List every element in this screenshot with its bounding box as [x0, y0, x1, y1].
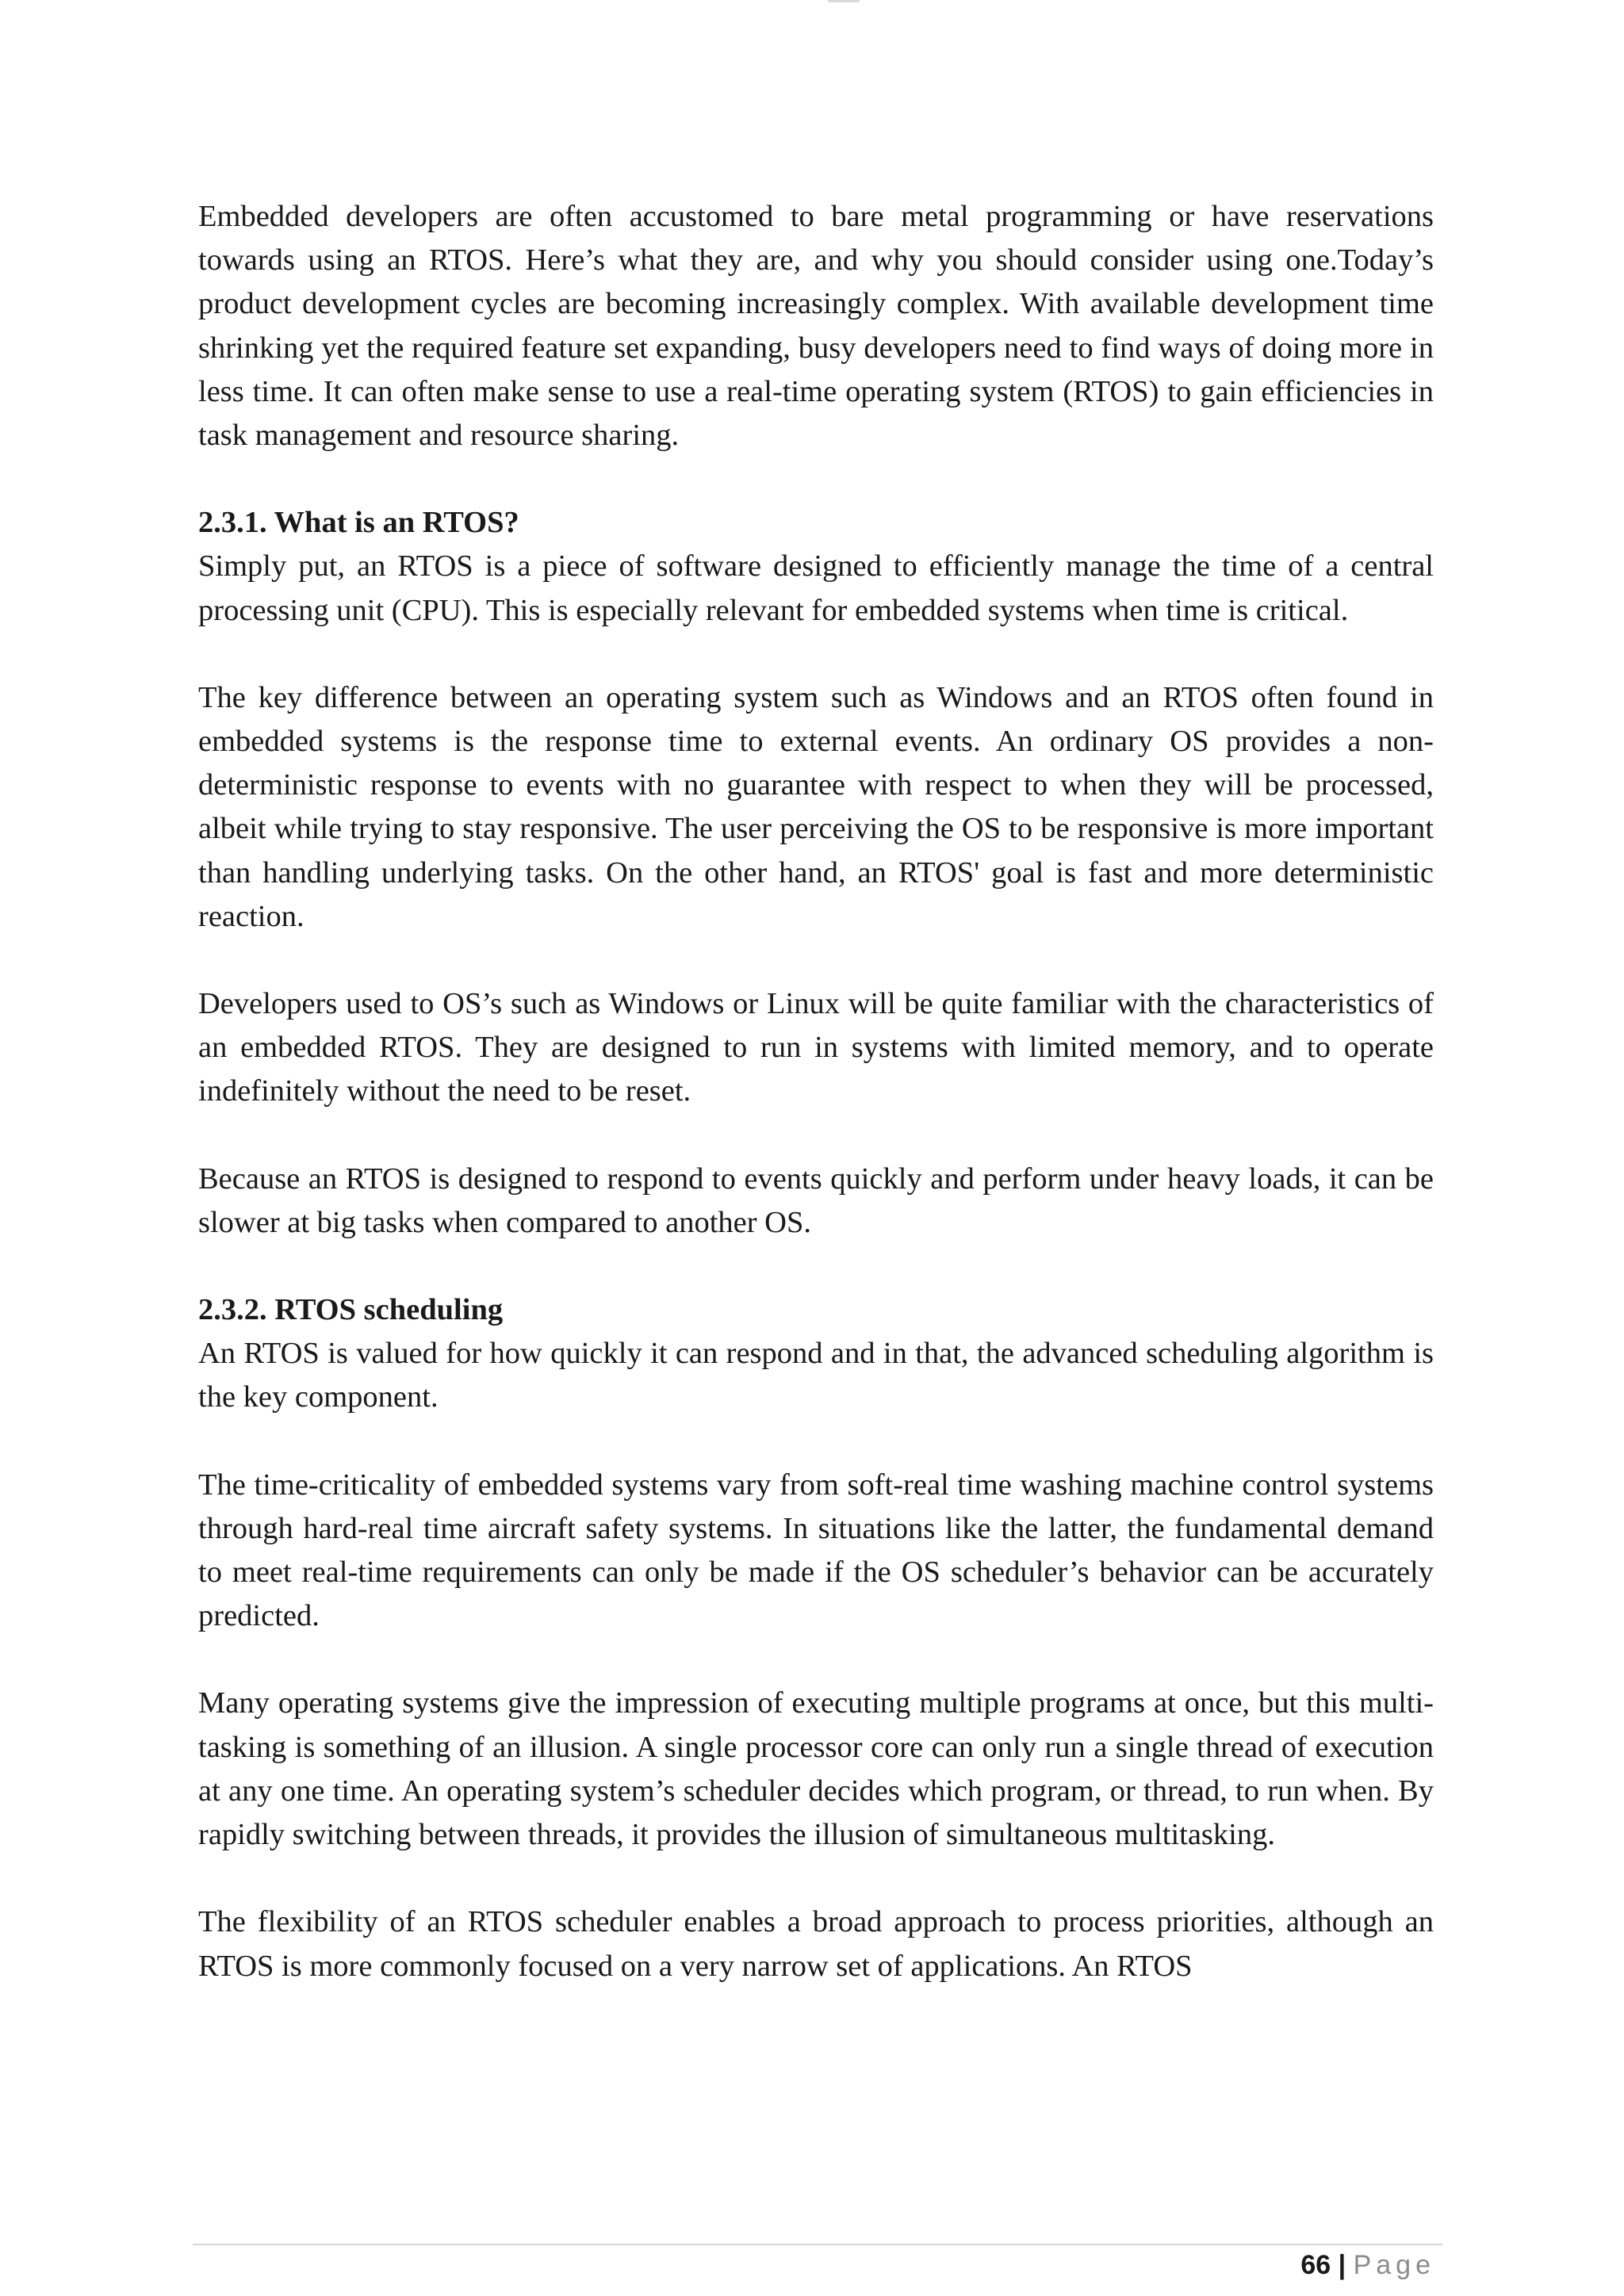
intro-paragraph: Embedded developers are often accustomed to bare metal programming or have reservations towards using an RTOS. Here’s what they are, and why you should consider using one.Today’s product development cycles are becoming increasingly complex. With available development time shrinking yet the required feature set expanding, busy developers need to find ways of doing more in less time. It can often make sense to use a real-time operating system (RTOS) to gain efficiencies in task management and resource sharing.	[198, 200, 1434, 453]
page-footer	[1300, 2247, 1435, 2283]
paragraph: The flexibility of an RTOS scheduler enables a broad approach to process priorities, although an RTOS is more commonly focused on a very narrow set of applications. An RTOS	[198, 1905, 1434, 1983]
section-rtos-scheduling	[198, 1288, 1434, 1988]
paragraph: An RTOS is valued for how quickly it can respond and in that, the advanced scheduling algorithm is the key component.	[198, 1337, 1434, 1414]
section-what-is-rtos	[198, 501, 1434, 1245]
paragraph: The time-criticality of embedded systems vary from soft-real time washing machine control systems through hard-real time aircraft safety systems. In situations like the latter, the fundamental demand to meet real-time requirements can only be made if the OS scheduler’s behavior can be accurately predicted.	[198, 1468, 1434, 1633]
section-heading: 2.3.2. RTOS scheduling	[198, 1293, 504, 1327]
footer-divider	[193, 2244, 1442, 2245]
paragraph: Because an RTOS is designed to respond to events quickly and perform under heavy loads, it can be slower at big tasks when compared to another OS.	[198, 1161, 1434, 1239]
page-label: Page	[1353, 2250, 1435, 2280]
paragraph: Simply put, an RTOS is a piece of software designed to efficiently manage the time of a central processing unit (CPU). This is especially relevant for embedded systems when time is critical.	[198, 549, 1434, 627]
page-number: 66	[1300, 2250, 1331, 2280]
page-top-mark	[828, 0, 860, 2]
document-body	[198, 195, 1434, 1988]
paragraph: Developers used to OS’s such as Windows or Linux will be quite familiar with the characteristics of an embedded RTOS. They are designed to run in systems with limited memory, and to operate indefinitely without the need to be reset.	[198, 987, 1434, 1108]
page-separator: |	[1338, 2250, 1346, 2280]
paragraph: The key difference between an operating system such as Windows and an RTOS often found in embedded systems is the response time to external events. An ordinary OS provides a non-deterministic response to events with no guarantee with respect to when they will be processed, albeit while trying to stay responsive. The user perceiving the OS to be responsive is more important than handling underlying tasks. On the other hand, an RTOS' goal is fast and more deterministic reaction.	[198, 680, 1434, 933]
section-heading: 2.3.1. What is an RTOS?	[198, 506, 519, 540]
paragraph: Many operating systems give the impression of executing multiple programs at once, but this multi-tasking is something of an illusion. A single processor core can only run a single thread of execution at any one time. An operating system’s scheduler decides which program, or thread, to run when. By rapidly switching between threads, it provides the illusion of simultaneous multitasking.	[198, 1686, 1434, 1852]
